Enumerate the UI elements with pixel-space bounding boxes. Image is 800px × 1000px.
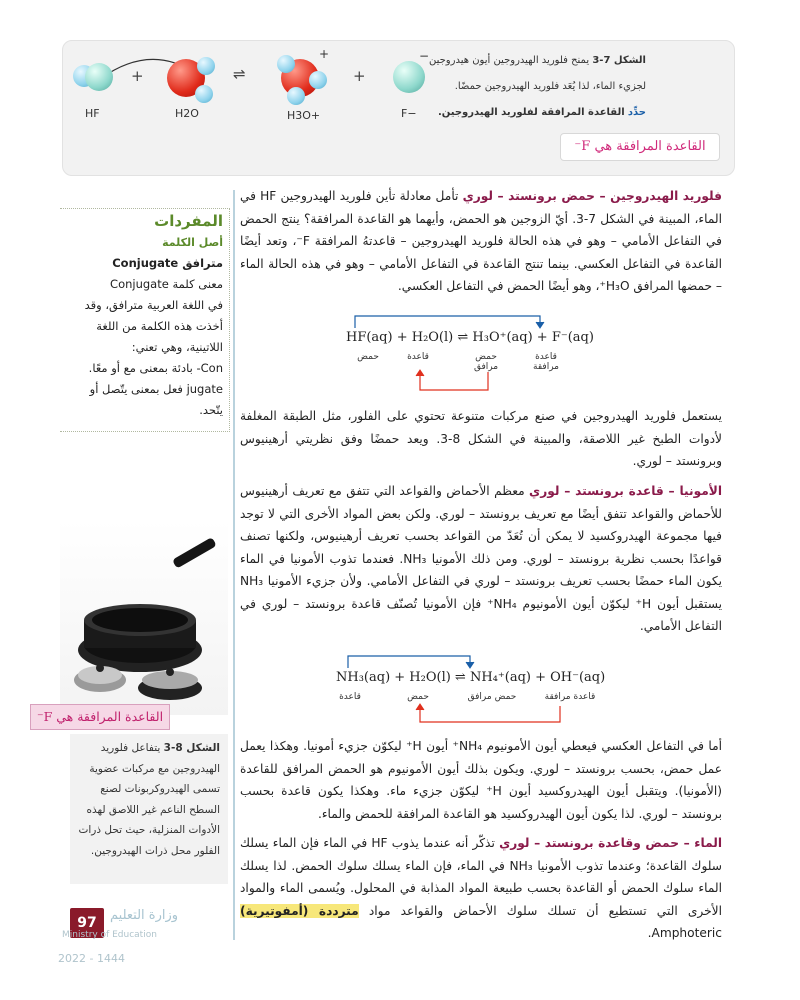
figure-8-3-text: يتفاعل فلوريد الهيدروجين مع مركبات عضوية تسمى الهيدروكربونات لصنع السطح الناعم غير اللاصق لهذه الأدوات المنزلية، حيث تحل ذرات الفلور محل ذرات الهيدروجين. [78, 742, 220, 857]
vocab-line: Con- بادئة بمعنى مع أو معًا. [88, 361, 223, 375]
vocab-line: في اللغة العربية مترافق، وقد [84, 298, 223, 312]
eq2-label-acid: حمض [407, 692, 429, 702]
figure-question [376, 107, 646, 118]
vocab-line: jugate فعل بمعنى يتّصل أو [89, 382, 223, 396]
eq1-label-acid: حمض [357, 352, 379, 362]
cookware-photo [60, 520, 228, 715]
vocab-term: مترافق Conjugate [112, 256, 223, 270]
h3o-molecule-h1 [277, 55, 295, 73]
vocab-line: اللاتينية، وهي تعني: [131, 340, 223, 354]
equation-1: HF(aq) + H₂O(l) ⇌ H₃O⁺(aq) + F⁻(aq) [346, 330, 594, 345]
column-divider [233, 190, 235, 940]
eq2-label-conj-acid: حمض مرافق [467, 692, 517, 702]
h2o-molecule-h2 [195, 85, 213, 103]
h2o-label: H2O [175, 107, 199, 120]
ministry-logo-text: وزارة التعليم [110, 908, 179, 923]
figure-caption-line1 [376, 55, 646, 66]
eq1-label-conj-acid: حمض مرافق [473, 352, 499, 372]
ammonia-text: معظم الأحماض والقواعد التي تتفق مع تعريف أرهينيوس للأحماض والقواعد تتفق أيضًا مع تعريف برونستد – لوري. ولكن بعض المواد الأخرى التي لا توجد فيها مجموعة الهيدروكسيد لا يمكن أن تُعَدّ من القواعد بحسب تعريف أرهينيوس، ولكنها تصنف قواعدًا بحسب نظرية برونستد – لوري. ومن ذلك الأمونيا NH₃. فعندما تذوب الأمونيا في الماء يكون الماء حمضًا بحسب تعريف برونستد – لوري في التفاعل الأمامي. ولأن جزيء الأمونيا NH₃ يستقبل أيون H⁺ ليكوّن أيون الأمونيوم NH₄⁺ فإن الأمونيا تُصنّف قاعدة برونستد – لوري في التفاعل الأمامي. [240, 484, 722, 633]
hf-label: HF [85, 107, 100, 120]
answer-box: القاعدة المرافقة هي F⁻ [560, 133, 720, 161]
hf-text: تأمل معادلة تأين فلوريد الهيدروجين HF في الماء، المبينة في الشكل 7-3. أيّ الزوجين هو الحمض، وأيهما هو القاعدة المرافقة؟ ينتج الحمض في التفاعل الأمامي – وهو في هذه الحالة فلوريد الهيدروجين – قاعدتهُ المرافقة F⁻، وتعد أيضًا القاعدة في التفاعل العكسي. بينما تنتج القاعدة في التفاعل الأمامي – وهو في هذه الحالة الماء – حمضها المرافق H₃O⁺، وهو أيضًا الحمض في التفاعل العكسي. [240, 189, 722, 293]
hf-heading: فلوريد الهيدروجين – حمض برونستد – لوري [462, 189, 722, 203]
vocab-origin: أصل الكلمة [162, 236, 223, 249]
hf-molecule-f [85, 63, 113, 91]
h3o-charge: + [319, 47, 330, 61]
question-verb: حدِّد [627, 107, 646, 118]
equation-2: NH₃(aq) + H₂O(l) ⇌ NH₄⁺(aq) + OH⁻(aq) [336, 670, 606, 685]
vocab-title: المفردات [154, 212, 223, 230]
paragraph-uses: يستعمل فلوريد الهيدروجين في صنع مركبات متنوعة تحتوي على الفلور، مثل الطبقة المغلفة لأدوات الطبخ غير اللاصقة، والمبينة في الشكل 8-3. ويعد حمضًا وفق نظريتي أرهينيوس وبرونستد – لوري. [240, 409, 722, 468]
figure-caption-text1: يمنح فلوريد الهيدروجين أيون هيدروجين [429, 55, 590, 66]
plus-sign: + [131, 67, 144, 85]
water-heading: الماء – حمض وقاعدة برونستد – لوري [499, 836, 723, 850]
eq2-label-base: قاعدة [339, 692, 361, 702]
paragraph-hf [240, 185, 722, 315]
f-charge: − [419, 49, 430, 63]
plus-sign-2: + [353, 67, 366, 85]
eq1-label-conj-base: قاعدة مرافقة [533, 352, 559, 372]
question-text: القاعدة المرافقة لفلوريد الهيدروجين. [437, 107, 625, 118]
figure-caption-line2: لجزيء الماء، لذا يُعَد فلوريد الهيدروجين حمضًا. [454, 81, 646, 92]
ammonia-heading: الأمونيا – قاعدة برونستد – لوري [529, 484, 723, 498]
paragraph-ammonia [240, 480, 722, 650]
paragraph-ammonium: أما في التفاعل العكسي فيعطي أيون الأمونيوم NH₄⁺ أيون H⁺ ليكوّن جزيء أمونيا. وهكذا يعمل عمل حمض، بحسب برونستد – لوري. ويكون بذلك أيون الأمونيوم هو الحمض المرافق للقاعدة (الأمونيا). ويتقبل أيون الهيدروكسيد أيون H⁺ ليكوّن جزيء ماء. وهكذا يكون قاعدة بحسب برونستد – لوري. لذا يكون أيون الهيدروكسيد هو القاعدة المرافقة للحمض والماء. [240, 739, 722, 821]
paragraph-water [240, 832, 723, 940]
equilibrium-sign: ⇌ [233, 65, 246, 83]
h3o-molecule-h2 [309, 71, 327, 89]
eq1-label-base: قاعدة [407, 352, 429, 362]
page-number: 97 [70, 908, 104, 938]
cookware-illustration [60, 520, 228, 715]
edition-year: 2022 - 1444 [58, 952, 125, 965]
h3o-molecule-h3 [287, 87, 305, 105]
vocab-sidebar [60, 208, 230, 432]
amphoteric-term: مترددة (أمفوتيرية) [240, 903, 359, 918]
f-label: F− [401, 107, 417, 120]
h3o-label: H3O+ [287, 109, 321, 122]
photo-answer-label: القاعدة المرافقة هي F⁻ [30, 704, 170, 730]
figure-caption-number: الشكل 7-3 [592, 55, 646, 66]
figure-8-3-caption [70, 734, 228, 884]
ministry-en: Ministry of Education [62, 930, 157, 940]
eq2-label-conj-base: قاعدة مرافقة [544, 692, 596, 702]
vocab-line: أخذت هذه الكلمة من اللغة [96, 319, 223, 333]
vocab-line: يتّحد. [199, 403, 223, 417]
h2o-molecule-h1 [197, 57, 215, 75]
figure-8-3-number: الشكل 8-3 [163, 742, 220, 754]
amphoteric-en: Amphoteric. [647, 926, 722, 940]
vocab-line: معنى كلمة Conjugate [110, 277, 223, 291]
water-text: تذكّر أنه عندما يذوب HF في الماء فإن الماء يسلك سلوك القاعدة؛ وعندما تذوب الأمونيا NH₃ في الماء، فإن الماء يسلك سلوك الحمض. لذا يسلك الماء سلوك الحمض أو القاعدة بحسب طبيعة المواد المذابة في المحلول. ويُسمى الماء والمواد الأخرى التي تستطيع أن تسلك سلوك الأحماض والقواعد مواد [240, 836, 723, 918]
